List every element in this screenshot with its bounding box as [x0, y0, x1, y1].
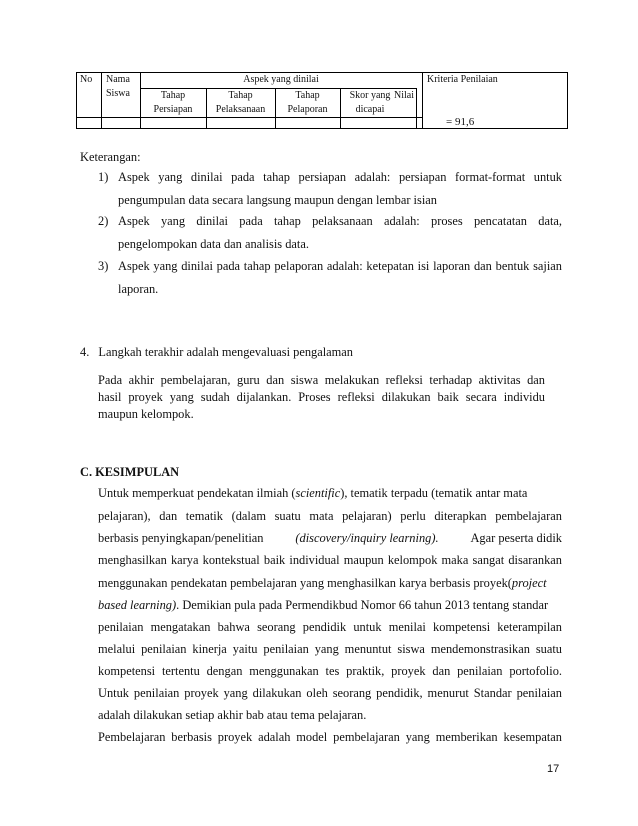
header-tahap-persiapan-line2: Persiapan [153, 104, 193, 115]
header-tahap-pelaporan-line1: Tahap [295, 90, 320, 101]
kesimpulan-line-8: melalui penilaian kinerja yaitu penilaian yang menuntut siswa mendemonstrasikan suatu [98, 642, 562, 656]
kesimpulan-line-12: Pembelajaran berbasis proyek adalah model pembelajaran yang memberikan kesempatan [98, 730, 562, 744]
header-skor [340, 89, 400, 117]
header-nama-line2: Siswa [106, 88, 130, 99]
assessment-table [76, 72, 568, 129]
kesimpulan-line-4: menghasilkan karya kontekstual baik individual maupun kelompok maka sangat disarankan [98, 553, 562, 567]
step4-line: Pada akhir pembelajaran, guru dan siswa melakukan refleksi terhadap aktivitas dan [98, 373, 545, 387]
item-3-line1: Aspek yang dinilai pada tahap pelaporan adalah: ketepatan isi laporan dan bentuk sajian [118, 259, 562, 273]
kesimpulan-line-9: kompetensi tertentu dengan menggunakan tes praktik, proyek dan penilaian portofolio. [98, 664, 562, 678]
keterangan-list [98, 170, 562, 296]
keterangan-heading: Keterangan: [80, 150, 141, 164]
header-tahap-pelaporan-line2: Pelaporan [287, 104, 328, 115]
header-tahap-persiapan-line1: Tahap [160, 90, 186, 101]
header-aspek: Aspek yang dinilai [243, 74, 319, 85]
kesimpulan-line-7: penilaian mengatakan bahwa seorang pendidik untuk menilai kompetensi keterampilan [98, 620, 562, 634]
step4-paragraph [98, 373, 545, 433]
kesimpulan-line-5: menggunakan pendekatan pembelajaran yang menghasilkan karya berbasis proyek(project [98, 576, 547, 590]
kesimpulan-heading: C. KESIMPULAN [80, 465, 180, 479]
header-tahap-pelaksanaan-line2: Pelaksanaan [215, 104, 266, 115]
kesimpulan-line-10: Untuk penilaian proyek yang dilakukan oleh seorang pendidik, menurut Standar penilaian [98, 686, 562, 700]
header-tahap-persiapan [140, 89, 206, 117]
item-1-line2: pengumpulan data secara langsung maupun dengan lembar isian [118, 193, 437, 207]
item-number: 1) [98, 170, 109, 184]
header-no: No [80, 74, 93, 85]
step4-line: maupun kelompok. [98, 407, 194, 421]
step4-line: hasil proyek yang sudah dijalankan. Proses refleksi dilakukan baik secara individu [98, 390, 545, 404]
item-number: 3) [98, 259, 109, 273]
item-3-line2: laporan. [118, 282, 159, 296]
header-skor-line2: dicapai [355, 104, 385, 115]
header-nama-line1: Nama [106, 74, 130, 85]
item-number: 2) [98, 214, 109, 228]
header-skor-line1: Skor yang [349, 90, 391, 101]
header-tahap-pelaksanaan [206, 89, 275, 117]
kesimpulan-line-2: pelajaran), dan tematik (dalam suatu mata pelajaran) perlu diterapkan pembelajaran [98, 509, 562, 523]
item-2-line2: pengelompokan data dan analisis data. [118, 237, 309, 251]
kesimpulan-line-11: adalah dilakukan setiap akhir bab atau tema pelajaran. [98, 708, 367, 722]
kesimpulan-line-1: Untuk memperkuat pendekatan ilmiah (scientific), tematik terpadu (tematik antar mata [98, 486, 528, 500]
item-1-line1: Aspek yang dinilai pada tahap persiapan adalah: persiapan format-format untuk [118, 170, 562, 184]
kesimpulan-paragraph [98, 486, 562, 752]
item-2-line1: Aspek yang dinilai pada tahap pelaksanaan adalah: proses pencatatan data, [118, 214, 562, 228]
header-tahap-pelaporan [275, 89, 340, 117]
header-tahap-pelaksanaan-line1: Tahap [228, 90, 253, 101]
header-nilai: Nilai [394, 90, 414, 101]
page-number: 17 [547, 763, 560, 775]
kesimpulan-line-3: berbasis penyingkapan/penelitian (discovery/inquiry learning). Agar peserta didik [98, 531, 562, 545]
step4-title [80, 345, 500, 360]
header-kriteria: Kriteria Penilaian [427, 74, 498, 85]
table-value: = 91,6 [446, 116, 475, 128]
step4-number: 4. [80, 345, 90, 359]
kesimpulan-line-6: based learning). Demikian pula pada Permendikbud Nomor 66 tahun 2013 tentang standar [98, 598, 549, 612]
step4-title-text: Langkah terakhir adalah mengevaluasi pengalaman [98, 345, 353, 359]
